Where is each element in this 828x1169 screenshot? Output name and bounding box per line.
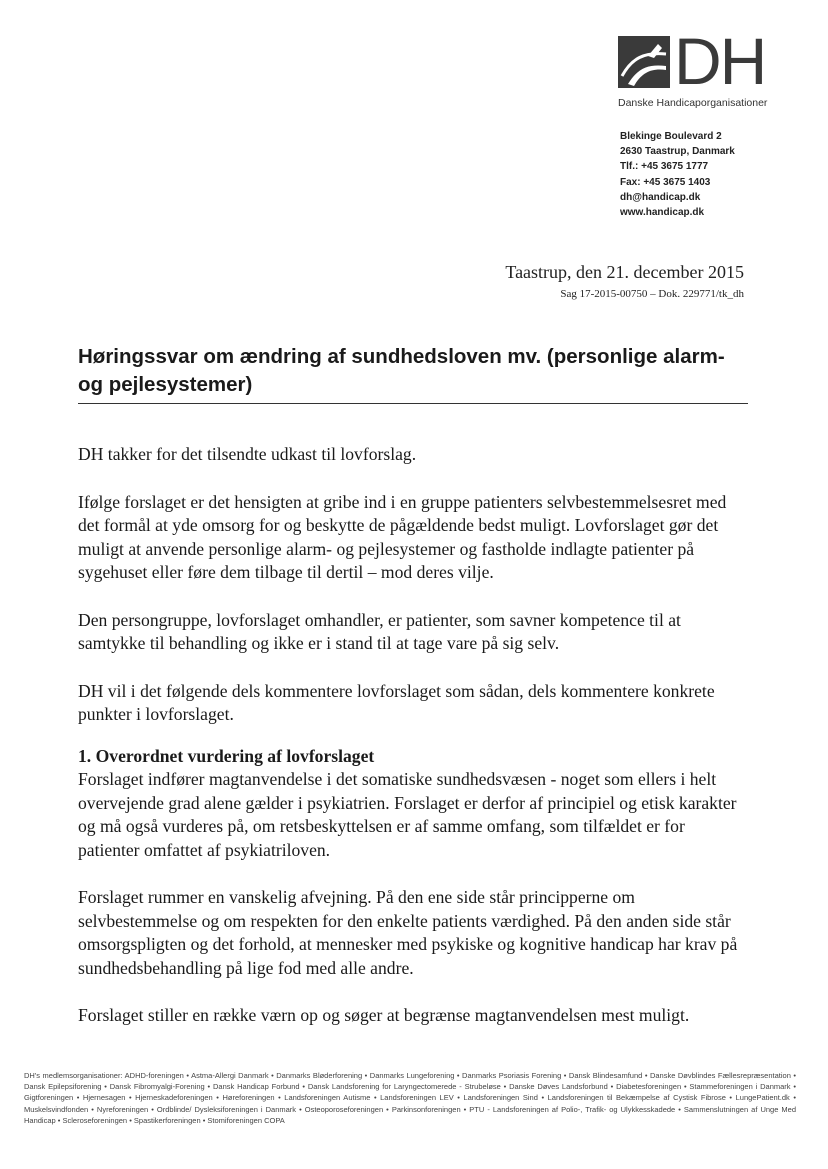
member-organisations-footer: DH's medlemsorganisationer: ADHD-foreningen • Astma-Allergi Danmark • Danmarks Bløderforening • Danmarks Lungeforening • Danmarks Psoriasis Forening • Dansk Blindesamfund • Danske Døvblindes Fællesrepræsentation • Dansk Epilepsiforening • Dansk Fibromyalgi-Forening • Dansk Handicap Forbund • Dansk Landsforening for Laryngectomerede - Strubeløse • Danske Døves Landsforbund • Diabetesforeningen • Stammeforeningen i Danmark • Gigtforeningen • Hjernesagen • Hjerneskadeforeningen • Høreforeningen • Landsforeningen Autisme • Landsforeningen LEV • Landsforeningen Sind • Landsforeningen til Bekæmpelse af Cystisk Fibrose • LungePatient.dk • Muskelsvindfonden • Nyreforeningen • Ordblinde/ Dysleksiforeningen i Danmark • Osteoporoseforeningen • Parkinsonforeningen • PTU - Landsforeningen af Polio-, Trafik- og Ulykkesskadede • Sammenslutningen af Unge Med Handicap • Scleroseforeningen • Spastikerforeningen • Stomiforeningen COPA xyxy=(24,1071,796,1125)
address-phone: Tlf.: +45 3675 1777 xyxy=(620,161,709,173)
address-web: www.handicap.dk xyxy=(620,207,705,219)
paragraph-purpose: Ifølge forslaget er det hensigten at gribe ind i en gruppe patienters selvbestemmelsesret med det formål at yde omsorg for og beskytte de pågældende bedst muligt. Lovforslaget gør det muligt at anvende personlige alarm- og pejlesystemer og fastholde indlagte patienter på sygehuset eller føre dem tilbage til dertil – mod deres vilje. xyxy=(78,491,727,582)
dh-logo xyxy=(618,24,780,106)
section-1 xyxy=(78,745,750,863)
address-fax: Fax: +45 3675 1403 xyxy=(620,176,711,188)
address-street: Blekinge Boulevard 2 xyxy=(620,131,722,142)
paragraph-safeguards: Forslaget stiller en række værn op og søger at begrænse magtanvendelsen mest muligt. xyxy=(78,1005,690,1025)
org-name: Danske Handicaporganisationer xyxy=(618,97,768,109)
paragraph-outline: DH vil i det følgende dels kommentere lovforslaget som sådan, dels kommentere konkrete punkter i lovforslaget. xyxy=(78,680,715,724)
paragraph-target-group: Den persongruppe, lovforslaget omhandler, er patienter, som savner kompetence til at samtykke til behandling og ikke er i stand til at tage vare på sig selv. xyxy=(78,609,681,653)
address-email: dh@handicap.dk xyxy=(620,191,701,203)
document-body xyxy=(78,443,750,1052)
date-line: Taastrup, den 21. december 2015 xyxy=(505,262,744,282)
document-heading: Høringssvar om ændring af sundhedsloven mv. (personlige alarm- og pejlesystemer) xyxy=(78,343,748,404)
case-reference: Sag 17-2015-00750 – Dok. 229771/tk_dh xyxy=(560,288,744,300)
section-1-text: Forslaget indfører magtanvendelse i det somatiske sundhedsvæsen - noget som ellers i helt overvejende grad alene gælder i psykiatrien. Forslaget er derfor af principiel og etisk karakter og må også vurderes på, om retsbeskyttelsen er af samme omfang, som tilfældet er for patienter omfattet af psykiatriloven. xyxy=(78,769,737,860)
address-city: 2630 Taastrup, Danmark xyxy=(620,146,735,158)
paragraph-thanks: DH takker for det tilsendte udkast til lovforslag. xyxy=(78,444,417,464)
logo-letters: DH xyxy=(674,24,766,98)
paragraph-balance: Forslaget rummer en vanskelig afvejning. På den ene side står principperne om selvbestemmelse og om respekten for den enkelte patients værdighed. På den anden side står omsorgspligten og det forhold, at mennesker med psykiske og kognitive handicap har krav på sundhedsbehandling på lige fod med alle andre. xyxy=(78,887,738,978)
section-1-title: 1. Overordnet vurdering af lovforslaget xyxy=(78,745,375,766)
dh-logo-mark-icon xyxy=(618,36,670,88)
address-block xyxy=(620,129,735,220)
